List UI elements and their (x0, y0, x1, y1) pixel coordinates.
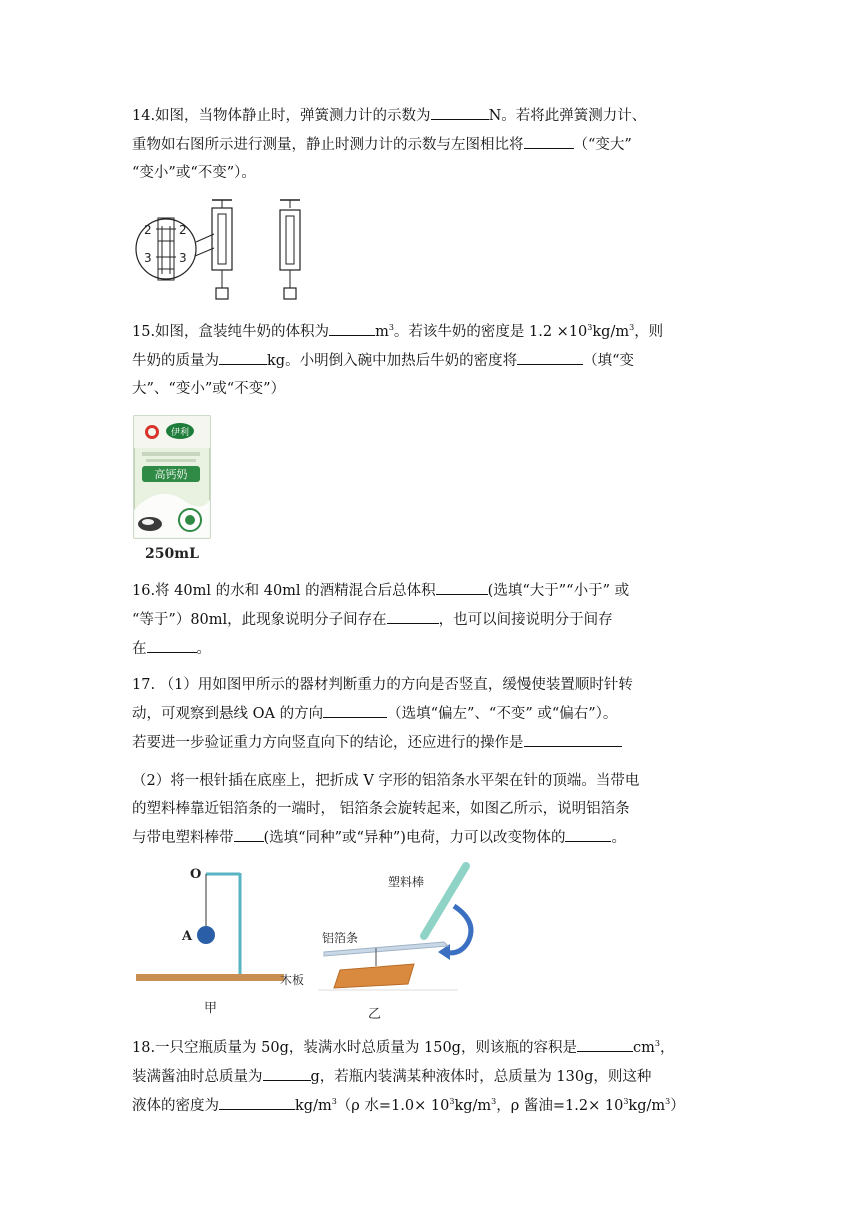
q17-line-1: 17. （1）用如图甲所示的器材判断重力的方向是否竖直，缓慢使装置顺时针转 (132, 677, 633, 693)
q17-blank-4[interactable] (565, 823, 611, 842)
q15-line-1: 15.如图，盒装纯牛奶的体积为 $m^3$。若该牛奶的密度是 $1.2 \times 10^3kg/m^3$，则 (132, 317, 732, 346)
figure-jia (132, 862, 312, 1022)
q17-blank-2[interactable] (524, 728, 622, 747)
q17-line-3: 若要进一步验证重力方向竖直向下的结论，还应进行的操作是 (132, 728, 732, 757)
q16-blank-2[interactable] (387, 605, 439, 624)
q14-line-1: 14.如图，当物体静止时，弹簧测力计的示数为 N。若将此弹簧测力计、 (132, 101, 732, 130)
product-name: 高钙奶 (154, 468, 188, 481)
q17-line-6: 与带电塑料棒带 (选填“同种”或“异种”)电荷，力可以改变物体的 。 (132, 823, 732, 852)
scale-label-left-3: 3 (144, 251, 152, 265)
label-o: O (190, 867, 202, 882)
milk-carton-figure (132, 414, 216, 564)
right-weight (284, 288, 296, 299)
left-spring-scale (212, 208, 232, 270)
label-foil: 铝箔条 (322, 931, 359, 945)
cow-spot (142, 519, 154, 525)
q15-line-3: 大”、“变小”或“不变”） (132, 381, 286, 397)
brand-logo-text: 伊利 (170, 428, 190, 438)
q17-blank-3[interactable] (234, 823, 264, 842)
brand-emblem-inner (148, 428, 156, 436)
carton-fine-print (146, 459, 196, 462)
q17-line-5: 的塑料棒靠近铝箔条的一端时， 铝箔条会旋转起来，如图乙所示，说明铝箔条 (132, 801, 630, 817)
figure-yi (318, 858, 484, 1028)
pendulum-ball (197, 926, 215, 944)
right-scale-slot (286, 216, 294, 264)
plastic-rod (424, 866, 466, 936)
q14-line-2: 重物如右图所示进行测量，静止时测力计的示数与左图相比将 （“变大” (132, 130, 732, 159)
label-a: A (182, 929, 193, 944)
green-seal-inner (185, 515, 195, 525)
carton-fine-print (142, 452, 200, 456)
q18-line-2: 装满酱油时总质量为 g，若瓶内装满某种液体时，总质量为 130g，则这种 (132, 1062, 732, 1091)
q18-blank-3[interactable] (219, 1091, 295, 1110)
label-board: 木板 (280, 973, 305, 987)
q16-blank-3[interactable] (147, 634, 197, 653)
milk-volume-caption: 250mL (145, 546, 199, 562)
wooden-board (136, 974, 284, 981)
label-jia: 甲 (204, 1001, 218, 1016)
base-block (334, 964, 414, 988)
q14-blank-2[interactable] (524, 130, 574, 149)
q16-line-1: 16.将 40ml 的水和 40ml 的酒精混合后总体积 (选填“大于”“小于” 或 (132, 576, 732, 605)
q17-line-4: （2）将一根针插在底座上，把折成 V 字形的铝箔条水平架在针的顶端。当带电 (132, 773, 640, 789)
q18-line-1: 18.一只空瓶质量为 50g，装满水时总质量为 150g，则该瓶的容积是 $cm^3$， (132, 1033, 732, 1062)
scale-label-right-2: 2 (179, 223, 187, 237)
question-17 (132, 671, 732, 852)
question-15 (132, 317, 732, 403)
q16-blank-1[interactable] (436, 576, 488, 595)
q15-line-2: 牛奶的质量为 kg。小明倒入碗中加热后牛奶的密度将 （填“变 (132, 346, 732, 375)
q14-blank-1[interactable] (431, 101, 489, 120)
q15-blank-3[interactable] (517, 346, 583, 365)
q16-line-2: “等于”）80ml，此现象说明分子间存在 ，也可以间接说明分于间存 (132, 605, 732, 634)
zoom-pointer-line (195, 248, 214, 256)
label-yi: 乙 (368, 1007, 382, 1022)
zoom-scale-body (158, 218, 174, 280)
q15-blank-1[interactable] (329, 317, 375, 336)
q18-blank-2[interactable] (263, 1062, 311, 1081)
right-spring-scale (280, 210, 300, 270)
spring-scale-figure (132, 196, 312, 304)
question-14 (132, 101, 732, 187)
left-weight (216, 288, 228, 299)
q17-blank-1[interactable] (323, 699, 387, 718)
q14-line-3: “变小”或“不变”）。 (132, 165, 256, 181)
q18-line-3: 液体的密度为 $kg/m^3(\rho$ 水$=1.0\times 10^3kg/m^3$，ρ 酱油$=1.2\times 10^3kg/m^3$） (132, 1091, 732, 1120)
q16-line-3: 在 。 (132, 634, 732, 663)
left-scale-slot (218, 214, 226, 264)
zoom-pointer-line (196, 234, 214, 242)
label-plastic-rod: 塑料棒 (388, 875, 425, 889)
scale-label-left-2: 2 (144, 223, 152, 237)
question-16 (132, 576, 732, 663)
q15-blank-2[interactable] (219, 346, 267, 365)
question-18 (132, 1033, 732, 1120)
scale-label-right-3: 3 (179, 251, 187, 265)
q17-line-2: 动，可观察到悬线 OA 的方向 （选填“偏左”、“不变” 或“偏右”）。 (132, 699, 732, 728)
q18-blank-1[interactable] (577, 1033, 633, 1052)
